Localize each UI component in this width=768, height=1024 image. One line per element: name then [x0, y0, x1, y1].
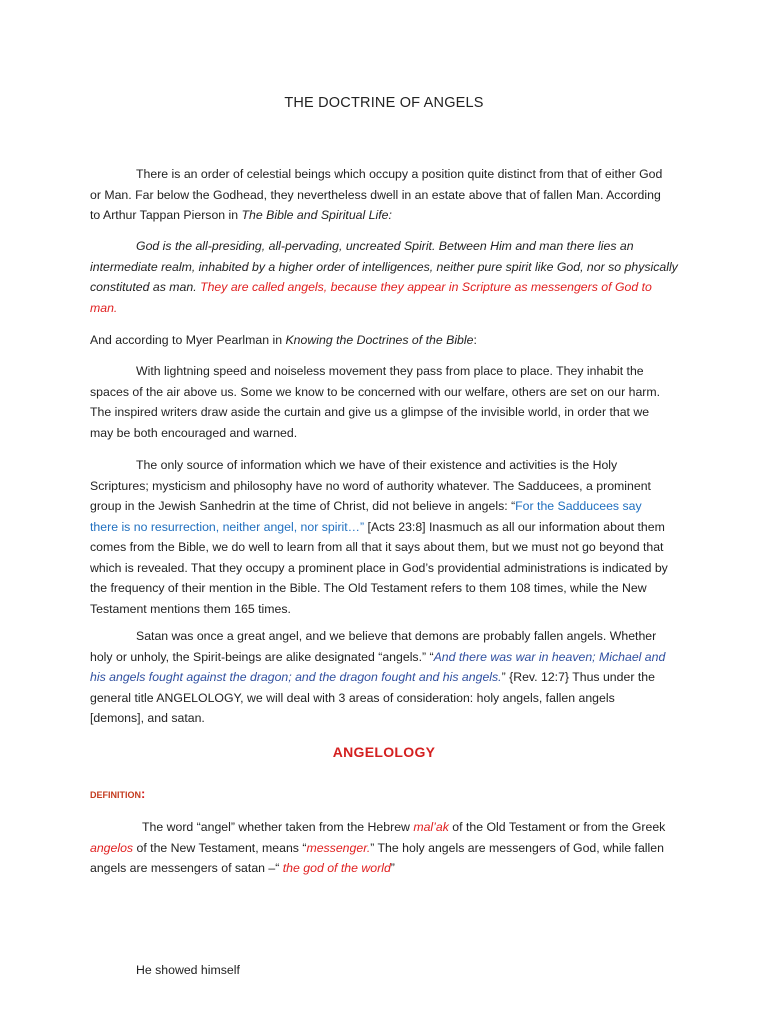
- def-text-c: of the New Testament, means “: [133, 840, 307, 855]
- final-line: He showed himself: [136, 963, 240, 977]
- pierson-quote: [90, 236, 680, 318]
- pearlman-text: And according to Myer Pearlman in: [90, 333, 286, 347]
- hebrew-word: mal’ak: [413, 820, 449, 834]
- messenger-word: messenger.: [306, 840, 371, 855]
- intro-paragraph: [90, 164, 670, 226]
- definition-paragraph: [90, 817, 670, 879]
- god-of-world: the god of the world: [282, 861, 391, 875]
- pearlman-quote: With lightning speed and noiseless movement they pass from place to place. They inhabit the spaces of the air above us. Some we know to be concerned with our welfare, others are set on our harm. The inspired writers draw aside the curtain and give us a glimpse of the invisible world, in order that we may be both encouraged and warned.: [90, 364, 661, 440]
- def-text-e: ”: [390, 861, 395, 875]
- sources-text-b: [Acts 23:8] Inasmuch as all our information about them comes from the Bible, we do well to learn from all that it says about them, but we must not go beyond that which is revealed. That they occupy a prominent place in God’s providential administrations is indicated by the frequency of their mention in the Bible. The Old Testament refers to them 108 times, while the New Testament mentions them 165 times.: [90, 519, 668, 616]
- acts-quote: For the Sadducees say there is no resurrection, neither angel, nor spirit…”: [90, 499, 642, 534]
- satan-text-a: Satan was once a great angel, and we believe that demons are probably fallen angels. Whether holy or unholy, the Spirit-beings are alike designated “angels.” “: [90, 629, 657, 664]
- revelation-quote: And there was war in heaven; Michael and his angels fought against the dragon; and the dragon fought and his angels.: [90, 649, 666, 684]
- def-text-b: of the Old Testament or from the Greek: [448, 820, 666, 834]
- pearlman-colon: :: [473, 333, 477, 347]
- intro-text: There is an order of celestial beings which occupy a position quite distinct from that of either God or Man. Far below the Godhead, they nevertheless dwell in an estate above that of fallen Man. According to Arthur Tappan Pierson in: [90, 167, 663, 222]
- book-title-pearlman: Knowing the Doctrines of the Bible: [285, 333, 474, 347]
- section-heading-angelology: ANGELOLOGY: [332, 744, 436, 760]
- book-title-pierson: The Bible and Spiritual Life:: [241, 208, 392, 222]
- definition-colon: :: [141, 786, 146, 801]
- def-text-d: ” The holy angels are messengers of God, while fallen angels are messengers of satan –“: [90, 840, 664, 875]
- satan-paragraph: [90, 626, 670, 729]
- pearlman-intro: [90, 330, 670, 351]
- page-title: THE DOCTRINE OF ANGELS: [284, 95, 484, 111]
- quote-text: God is the all-presiding, all-pervading, uncreated Spirit. Between Him and man there lies an intermediate realm, inhabited by a higher order of intelligences, neither pure spirit like God, nor so physically constituted as man.: [90, 239, 678, 294]
- sources-paragraph: [90, 455, 670, 619]
- satan-text-b: ” {Rev. 12:7} Thus under the general title ANGELOLOGY, we will deal with 3 areas of consideration: holy angels, fallen angels [demons], and satan.: [90, 670, 655, 725]
- quote-highlight: They are called angels, because they appear in Scripture as messengers of God to man.: [90, 280, 652, 315]
- greek-word: angelos: [90, 840, 134, 855]
- definition-label: [90, 786, 145, 801]
- sources-text-a: The only source of information which we have of their existence and activities is the Holy Scriptures; mysticism and philosophy have no word of authority whatever. The Sadducees, a prominent group in the Jewish Sanhedrin at the time of Christ, did not believe in angels: “: [90, 458, 651, 513]
- def-text-a: The word “angel” whether taken from the Hebrew: [142, 820, 414, 834]
- definition-label-text: DEFINITION: [90, 790, 141, 800]
